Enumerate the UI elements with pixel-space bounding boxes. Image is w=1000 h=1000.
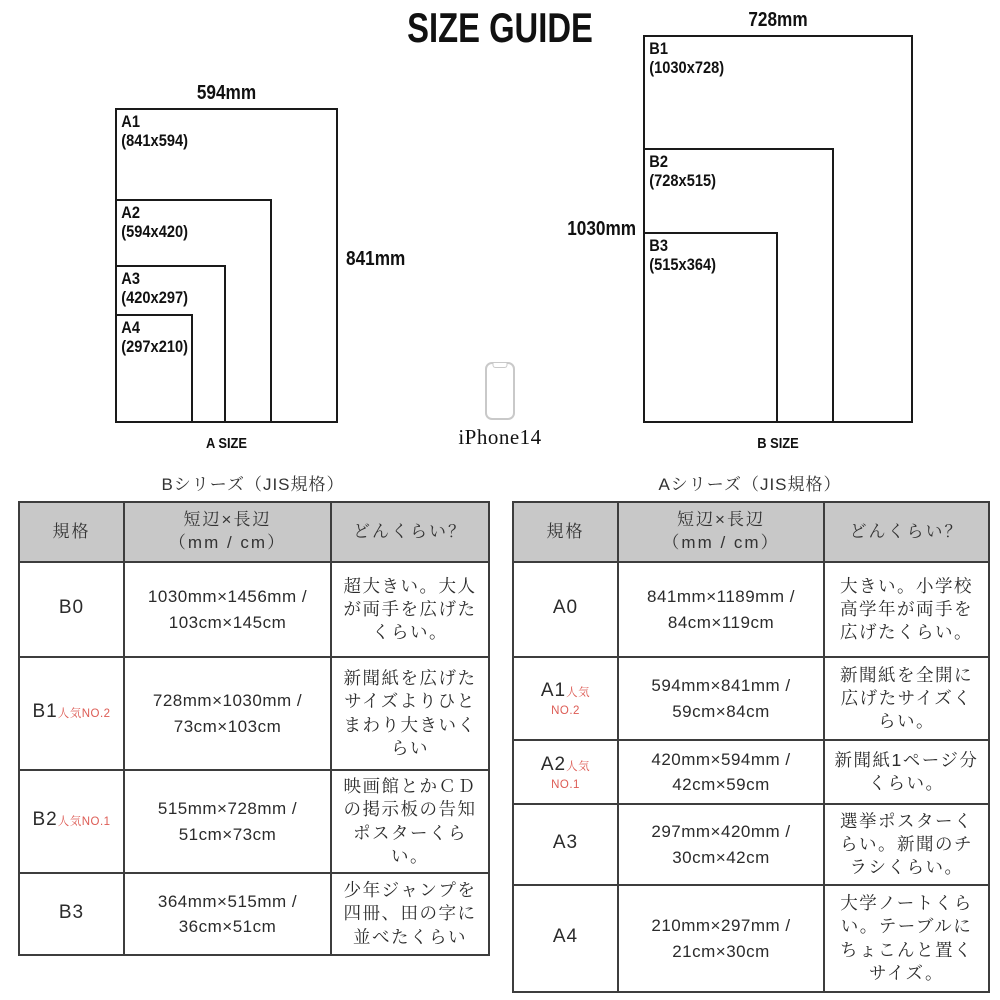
size-cell: 728mm×1030mm / 73cm×103cm bbox=[124, 657, 331, 770]
size-cell: 364mm×515mm / 36cm×51cm bbox=[124, 873, 331, 955]
popularity-badge: 人気 bbox=[566, 687, 591, 699]
rect-b3-name: B3 bbox=[649, 236, 668, 255]
spec-cell bbox=[513, 885, 618, 992]
desc-cell: 超大きい。大人が両手を広げたくらい。 bbox=[331, 562, 489, 657]
size-cell: 1030mm×1456mm / 103cm×145cm bbox=[124, 562, 331, 657]
spec-cell bbox=[19, 657, 124, 770]
rect-b3-label bbox=[645, 234, 758, 274]
iphone-label: iPhone14 bbox=[458, 425, 542, 449]
rect-a3-label bbox=[117, 267, 209, 307]
table-row-b3 bbox=[19, 873, 489, 955]
a-height-dimension: 841mm bbox=[346, 248, 406, 270]
spec-cell bbox=[513, 740, 618, 804]
b-header-row bbox=[19, 502, 489, 562]
b-series-section bbox=[18, 470, 488, 956]
spec-label: A4 bbox=[552, 926, 579, 947]
desc-cell: 少年ジャンプを四冊、田の字に並べたくらい bbox=[331, 873, 489, 955]
table-row-a2 bbox=[513, 740, 989, 804]
b-size-diagram bbox=[567, 9, 913, 452]
spec-label: A0 bbox=[552, 597, 579, 618]
a-col-header-size-line2: （mm / cm） bbox=[662, 533, 780, 552]
table-row-a1 bbox=[513, 657, 989, 740]
size-cell: 594mm×841mm / 59cm×84cm bbox=[618, 657, 824, 740]
desc-cell: 大学ノートくらい。テーブルにちょこんと置くサイズ。 bbox=[824, 885, 989, 992]
desc-cell: 映画館とかＣＤの掲示板の告知ポスターくらい。 bbox=[331, 770, 489, 873]
rect-b3-dims: (515x364) bbox=[649, 255, 716, 275]
rect-a4-label bbox=[117, 316, 188, 357]
rect-b2-dims: (728x515) bbox=[649, 171, 716, 191]
a-col-header-desc: どんくらい？ bbox=[824, 502, 989, 562]
a-col-header-size bbox=[618, 502, 824, 562]
desc-cell: 新聞紙1ページ分くらい。 bbox=[824, 740, 989, 804]
rect-a2-name: A2 bbox=[121, 203, 140, 222]
spec-label: A2 bbox=[540, 753, 567, 775]
spec-label: B1 bbox=[32, 701, 58, 722]
size-cell: 420mm×594mm / 42cm×59cm bbox=[618, 740, 824, 804]
phone-scale-reference bbox=[450, 362, 550, 450]
size-cell: 210mm×297mm / 21cm×30cm bbox=[618, 885, 824, 992]
size-cell: 297mm×420mm / 30cm×42cm bbox=[618, 804, 824, 885]
b-height-dimension: 1030mm bbox=[567, 218, 636, 240]
desc-cell: 新聞紙を広げたサイズよりひとまわり大きいくらい bbox=[331, 657, 489, 770]
rect-b1-label bbox=[645, 37, 874, 77]
rect-b1-dims: (1030x728) bbox=[649, 58, 725, 78]
popularity-badge: 人気 bbox=[566, 760, 591, 773]
b-series-table bbox=[18, 501, 490, 956]
b-col-header-size-line1: 短辺×長辺 bbox=[183, 510, 272, 530]
b-size-caption: B SIZE bbox=[757, 435, 799, 452]
spec-label: A1 bbox=[540, 680, 567, 701]
iphone-notch-icon bbox=[493, 363, 508, 368]
a-series-table-title: Aシリーズ（JIS規格） bbox=[658, 475, 842, 494]
table-row-b1 bbox=[19, 657, 489, 770]
table-row-a3 bbox=[513, 804, 989, 885]
rect-a3-name: A3 bbox=[121, 269, 140, 288]
rect-a4-name: A4 bbox=[121, 318, 140, 337]
b-width-dimension: 728mm bbox=[748, 9, 808, 31]
a-size-caption: A SIZE bbox=[205, 435, 248, 452]
table-row-b2 bbox=[19, 770, 489, 873]
a-series-table bbox=[512, 501, 990, 993]
desc-cell: 選挙ポスターくらい。新聞のチラシくらい。 bbox=[824, 804, 989, 885]
desc-cell: 新聞紙を全開に広げたサイズくらい。 bbox=[824, 657, 989, 740]
spec-label: B2 bbox=[32, 809, 58, 830]
spec-cell bbox=[513, 562, 618, 657]
spec-cell bbox=[19, 562, 124, 657]
size-cell: 515mm×728mm / 51cm×73cm bbox=[124, 770, 331, 873]
table-row-b0 bbox=[19, 562, 489, 657]
a-width-dimension: 594mm bbox=[196, 82, 257, 104]
a-col-header-spec: 規格 bbox=[513, 502, 618, 562]
page-title: SIZE GUIDE bbox=[407, 4, 593, 51]
b-col-header-spec: 規格 bbox=[19, 502, 124, 562]
b-col-header-desc: どんくらい？ bbox=[331, 502, 489, 562]
table-row-a4 bbox=[513, 885, 989, 992]
a-size-diagram bbox=[115, 82, 406, 452]
rect-a4-dims: (297x210) bbox=[121, 337, 188, 357]
b-series-table-title: Bシリーズ（JIS規格） bbox=[161, 475, 345, 494]
spec-cell bbox=[19, 770, 124, 873]
rect-a3-dims: (420x297) bbox=[121, 288, 188, 308]
popularity-badge: 人気NO.1 bbox=[57, 816, 111, 828]
spec-label: B3 bbox=[58, 901, 85, 923]
rect-a2-label bbox=[117, 201, 249, 241]
rect-a2-dims: (594x420) bbox=[121, 222, 188, 242]
popularity-badge: 人気NO.2 bbox=[57, 708, 111, 720]
rect-a4 bbox=[115, 314, 193, 423]
rect-b2-label bbox=[645, 150, 806, 190]
rect-a1-dims: (841x594) bbox=[121, 131, 188, 151]
popularity-badge-line2: NO.2 bbox=[551, 705, 580, 717]
a-series-section bbox=[512, 470, 988, 993]
a-col-header-size-line1: 短辺×長辺 bbox=[677, 510, 765, 530]
popularity-badge-line2: NO.1 bbox=[551, 778, 580, 791]
rect-b3 bbox=[643, 232, 778, 423]
b-col-header-size-line2: （mm / cm） bbox=[168, 533, 287, 552]
spec-cell bbox=[513, 804, 618, 885]
size-cell: 841mm×1189mm / 84cm×119cm bbox=[618, 562, 824, 657]
rect-b2-name: B2 bbox=[649, 152, 668, 171]
b-col-header-size bbox=[124, 502, 331, 562]
a-header-row bbox=[513, 502, 989, 562]
spec-label: A3 bbox=[552, 832, 579, 853]
spec-cell bbox=[513, 657, 618, 740]
rect-a1-name: A1 bbox=[121, 112, 140, 131]
table-row-a0 bbox=[513, 562, 989, 657]
spec-cell bbox=[19, 873, 124, 955]
iphone-icon bbox=[485, 362, 515, 420]
spec-label: B0 bbox=[58, 597, 85, 618]
rect-b1-name: B1 bbox=[649, 39, 668, 58]
desc-cell: 大きい。小学校高学年が両手を広げたくらい。 bbox=[824, 562, 989, 657]
rect-a1-label bbox=[117, 110, 305, 150]
